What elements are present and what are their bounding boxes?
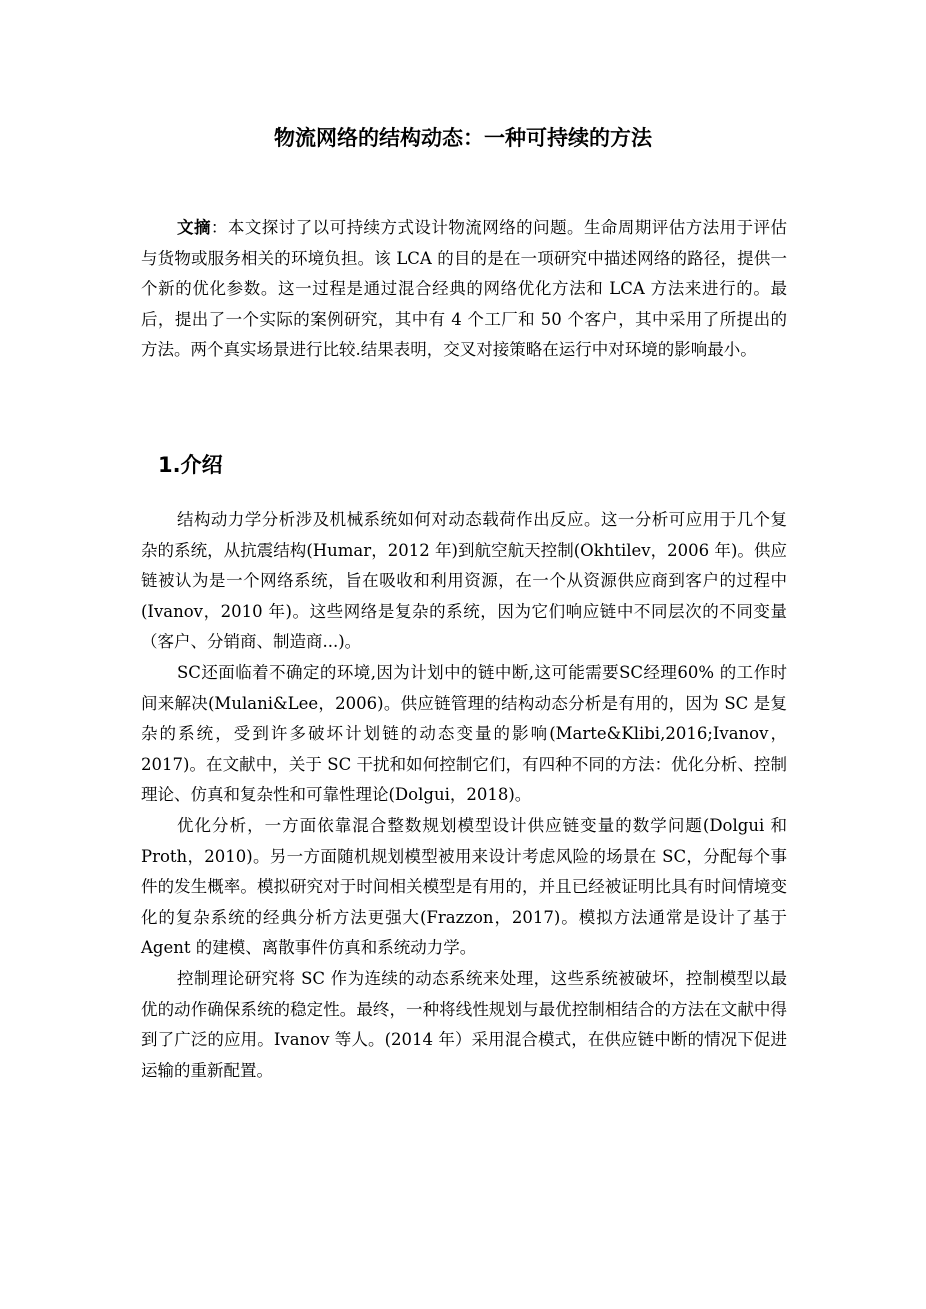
abstract-text: ：本文探讨了以可持续方式设计物流网络的问题。生命周期评估方法用于评估与货物或服务相关的环境负担。该 LCA 的目的是在一项研究中描述网络的路径，提供一个新的优化参数。这一过程是通过混合经典的网络优化方法和 LCA 方法来进行的。最后，提出了一个实际的案例研究，其中有 4 个工厂和 50 个客户，其中采用了所提出的方法。两个真实场景进行比较.结果表明，交叉对接策略在运行中对环境的影响最小。 <box>141 218 788 360</box>
body-paragraph: SC还面临着不确定的环境,因为计划中的链中断,这可能需要SC经理60% 的工作时间来解决(Mulani&Lee，2006)。供应链管理的结构动态分析是有用的，因为 SC 是复杂的系统，受到许多破坏计划链的动态变量的影响(Marte&Klibi,2016;Ivanov，2017)。在文献中，关于 SC 干扰和如何控制它们，有四种不同的方法：优化分析、控制理论、仿真和复杂性和可靠性理论(Dolgui，2018)。 <box>141 662 787 805</box>
document-title: 物流网络的结构动态：一种可持续的方法 <box>274 126 652 150</box>
body-paragraph: 结构动力学分析涉及机械系统如何对动态载荷作出反应。这一分析可应用于几个复杂的系统，从抗震结构(Humar，2012 年)到航空航天控制(Okhtilev，2006 年)。供应链被认为是一个网络系统，旨在吸收和利用资源，在一个从资源供应商到客户的过程中(Ivanov，2010 年)。这些网络是复杂的系统，因为它们响应链中不同层次的不同变量（客户、分销商、制造商...)。 <box>141 510 787 652</box>
section-body <box>141 505 787 1086</box>
abstract-paragraph <box>141 213 787 366</box>
section-heading: 1.介绍 <box>158 453 223 477</box>
body-paragraph: 优化分析，一方面依靠混合整数规划模型设计供应链变量的数学问题(Dolgui 和 Proth，2010)。另一方面随机规划模型被用来设计考虑风险的场景在 SC，分配每个事 件的发生概率。模拟研究对于时间相关模型是有用的，并且已经被证明比具有时间情境变化的复杂系统的经典分析方法更强大(Frazzon，2017)。模拟方法通常是设计了基于 Agent 的建模、离散事件仿真和系统动力学。 <box>141 815 787 958</box>
body-paragraph: 控制理论研究将 SC 作为连续的动态系统来处理，这些系统被破坏，控制模型以最优的动作确保系统的稳定性。最终，一种将线性规划与最优控制相结合的方法在文献中得到了广泛的应用。Ivanov 等人。(2014 年）采用混合模式，在供应链中断的情况下促进运输的重新配置。 <box>141 968 787 1080</box>
abstract-label: 文摘 <box>177 218 211 237</box>
